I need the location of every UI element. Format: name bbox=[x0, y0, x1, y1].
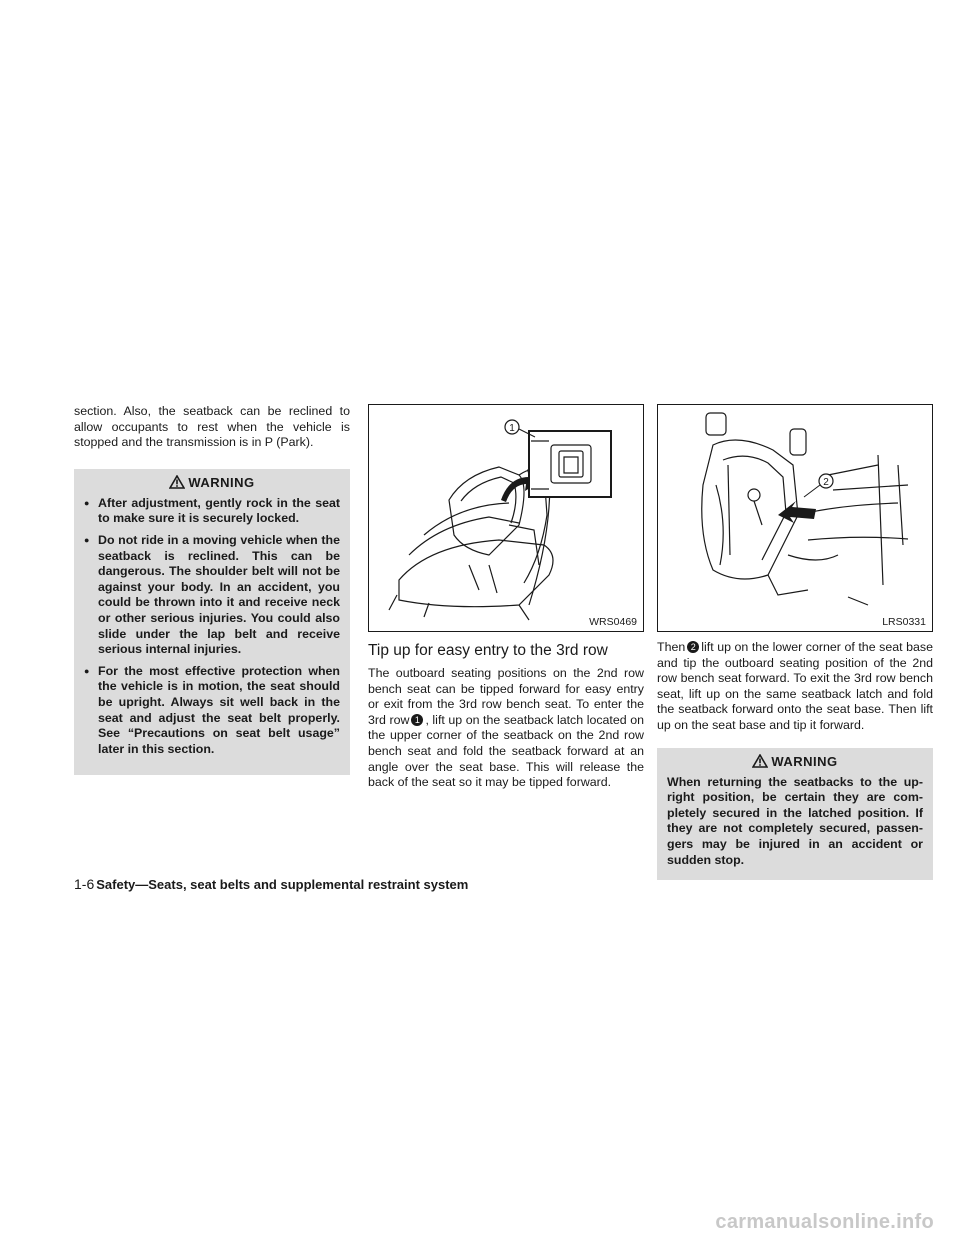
column-right bbox=[657, 404, 933, 880]
figure-code: LRS0331 bbox=[882, 616, 926, 628]
column-middle bbox=[368, 404, 644, 791]
warning-item: ● For the most effective protection when the vehicle is in motion, the seat should be upright. Always sit well back in the seat and adjust the seat belt properly. See “Precautions on seat belt usage” later in this section. bbox=[84, 664, 340, 758]
warning-list bbox=[84, 496, 340, 758]
watermark: carmanualsonline.info bbox=[715, 1211, 934, 1233]
warning-triangle-icon bbox=[169, 475, 185, 489]
figure-code: WRS0469 bbox=[589, 616, 637, 628]
warning-item: ● After adjustment, gently rock in the seat to make sure it is securely locked. bbox=[84, 496, 340, 527]
column-left bbox=[74, 404, 350, 775]
seat-base-illustration bbox=[658, 405, 932, 631]
warning-heading: WARNING bbox=[84, 475, 340, 490]
warning-text: When returning the seatbacks to the up-right position, be certain they are com-pletely secured in the latched position. If they are not completely secured, passen-gers may be injured in an accident or sudden stop. bbox=[667, 774, 923, 867]
figure-callout-1: 1 bbox=[509, 423, 515, 434]
figure-seatback-latch bbox=[368, 404, 644, 632]
figure-callout-2: 2 bbox=[823, 477, 829, 488]
intro-paragraph: section. Also, the seatback can be reclined to allow occupants to rest when the vehicle is stopped and the transmission is in P (Park). bbox=[74, 404, 350, 450]
seat-illustration bbox=[369, 405, 643, 631]
page-number: 1-6 bbox=[74, 876, 95, 892]
warning-item: ● Do not ride in a moving vehicle when the seatback is reclined. This can be dangerous. The shoulder belt will not be against your body. In an accident, you could be thrown into it and receive neck or other serious injuries. You could also slide under the lap belt and receive serious internal injuries. bbox=[84, 533, 340, 658]
warning-box bbox=[657, 748, 933, 881]
chapter-title: Safety—Seats, seat belts and supplemental restraint system bbox=[96, 877, 469, 892]
warning-heading: WARNING bbox=[667, 754, 923, 769]
tip-forward-paragraph: Then 2 lift up on the lower corner of the seat base and tip the outboard seating position of the 2nd row bench seat forward. To exit the 3rd row bench seat, lift up on the same seatback latch and fold the seatback forward onto the seat base. Then lift up on the seat base and tip it forward. bbox=[657, 640, 933, 732]
warning-triangle-icon bbox=[752, 754, 768, 768]
tip-up-paragraph: The outboard seating positions on the 2nd row bench seat can be tipped forward for easy entry or exit from the 3rd row bench seat. To enter the 3rd row 1 , lift up on the seatback latch located on the upper corner of the seatback on the 2nd row bench seat and fold the seatback forward at an angle over the seat base. This will release the back of the seat so it may be tipped forward. bbox=[368, 666, 644, 790]
page-footer bbox=[74, 876, 468, 892]
figure-seat-base bbox=[657, 404, 933, 632]
step-marker-2: 2 bbox=[687, 641, 699, 653]
step-marker-1: 1 bbox=[411, 714, 423, 726]
section-subheading: Tip up for easy entry to the 3rd row bbox=[368, 642, 608, 659]
warning-box bbox=[74, 469, 350, 776]
